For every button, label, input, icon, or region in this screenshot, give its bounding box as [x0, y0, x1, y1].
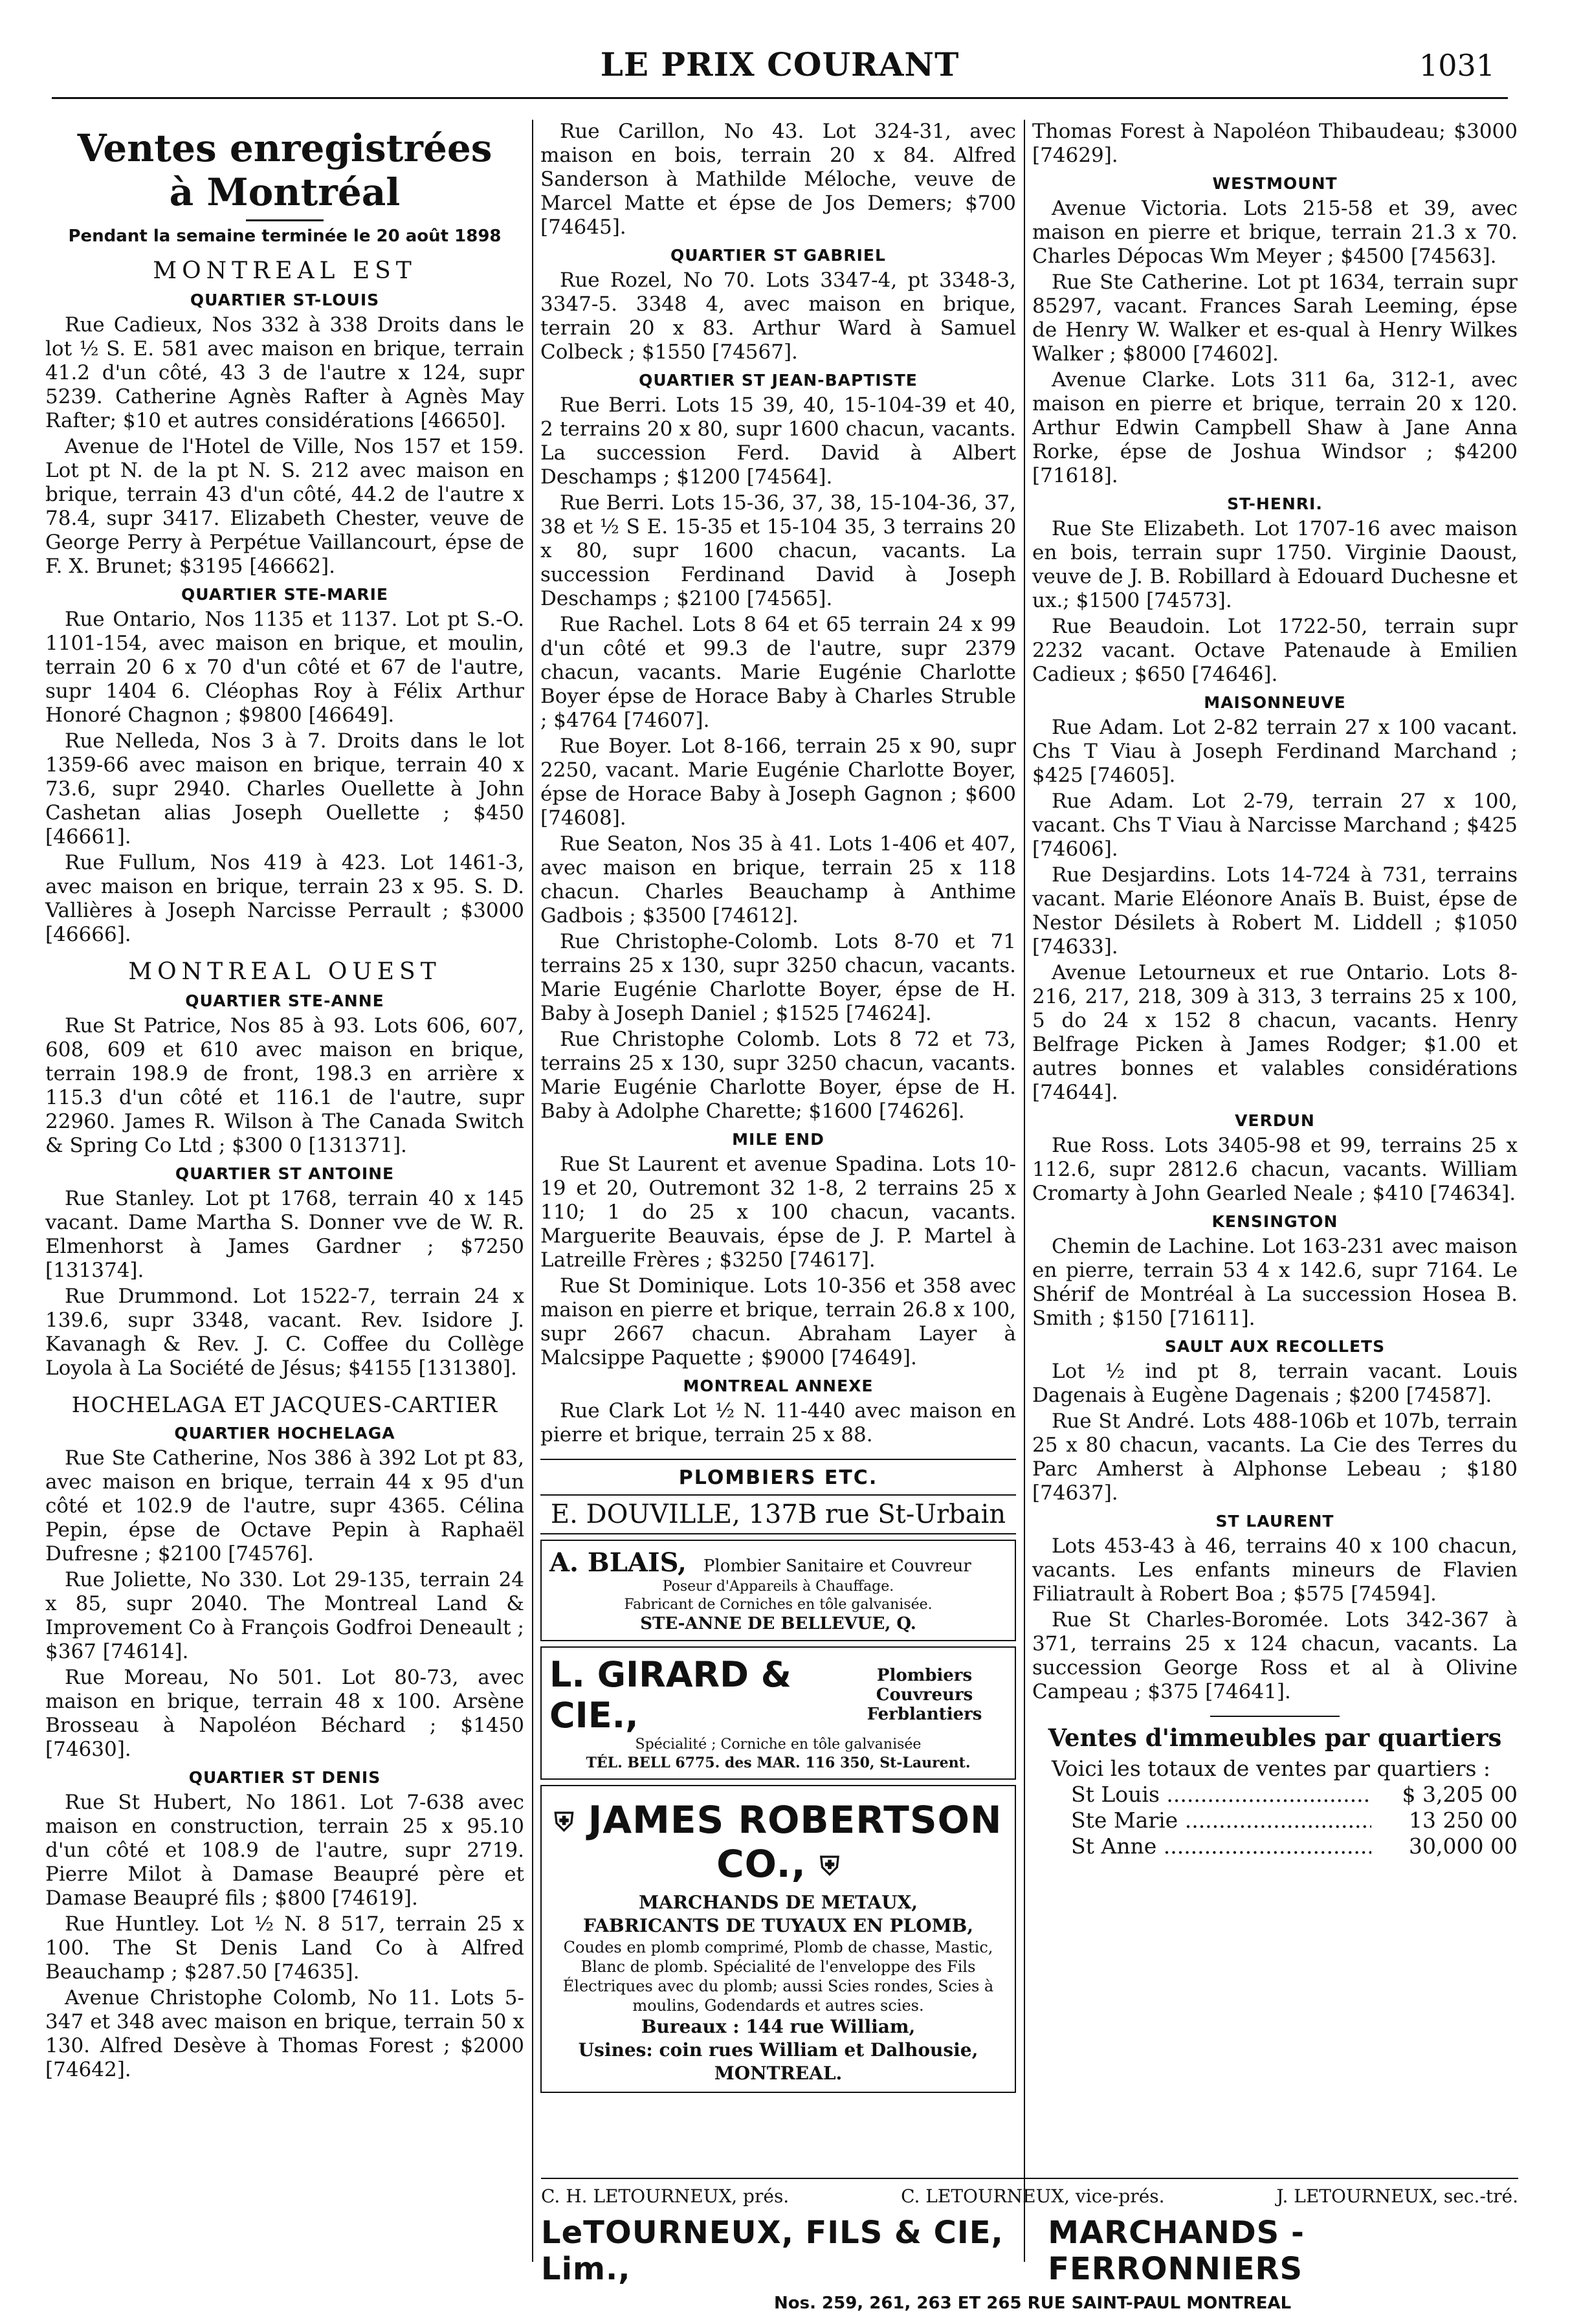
district-heading: MONTREAL EST: [153, 258, 417, 284]
sale-entry: Thomas Forest à Napoléon Thibaudeau; $3000 [74629].: [1032, 120, 1518, 167]
summary-label: St Anne .....: [1071, 1833, 1371, 1859]
sale-entry: Rue St Charles-Boromée. Lots 342-367 à 371, terrains 25 x 124 chacun, vacants. La succession George Ross et al à Olivine Campeau ; $375 [74641].: [1032, 1608, 1518, 1703]
quartier-heading: QUARTIER STE-MARIE: [181, 585, 388, 604]
sale-entry: Rue Rozel, No 70. Lots 3347-4, pt 3348-3, 3347-5. 3348 4, avec maison en brique, terrain 20 x 83. Arthur Ward à Samuel Colbeck ; $1550 [74567].: [540, 269, 1016, 364]
ad-girard-trade: Ferblantiers: [867, 1705, 982, 1724]
sale-entry: Rue Nelleda, Nos 3 à 7. Droits dans le lot 1359-66 avec maison en brique, terrain 40 x 73.6, supr 2940. Charles Ouellette à John Cashetan alias Joseph Ouellette ; $450 [46661].: [45, 729, 524, 848]
quartier-heading: QUARTIER ST-LOUIS: [190, 291, 380, 309]
firm-name: LeTOURNEUX, FILS & CIE, Lim.,: [541, 2215, 1004, 2287]
sale-entry: Rue Carillon, No 43. Lot 324-31, avec maison en bois, terrain 20 x 84. Alfred Sanderson à Mathilde Méloche, veuve de Marcel Matte et épse de Jos Demers; $700 [74645].: [540, 120, 1016, 239]
robertson-emblem-icon: ⛨: [819, 1851, 840, 1881]
page-number: 1031: [1419, 48, 1495, 83]
sale-entry: Rue Boyer. Lot 8-166, terrain 25 x 90, supr 2250, vacant. Marie Eugénie Charlotte Boyer, épse de Horace Baby à Joseph Gagnon ; $600 [74608].: [540, 735, 1016, 830]
officer: C. LETOURNEUX, vice-prés.: [901, 2186, 1165, 2207]
quartier-heading: ST LAURENT: [1215, 1512, 1334, 1531]
sale-entry: Rue St André. Lots 488-106b et 107b, terrain 25 x 80 chacun, vacants. La Cie des Terres du Parc Amherst à Alphonse Lebeau ; $180 [74637].: [1032, 1410, 1518, 1505]
sale-entry: Rue Fullum, Nos 419 à 423. Lot 1461-3, avec maison en brique, terrain 23 x 95. S. D. Vallières à Joseph Narcisse Perrault ; $3000 [46666].: [45, 851, 524, 946]
divider: [540, 1459, 1016, 1460]
summary-value: 30,000 00: [1409, 1833, 1518, 1859]
quartier-heading: WESTMOUNT: [1212, 174, 1338, 193]
ad-blais-line: Fabricant de Corniches en tôle galvanisée.: [624, 1597, 933, 1613]
ad-robertson: [540, 1785, 1016, 2093]
sale-entry: Rue Ontario, Nos 1135 et 1137. Lot pt S.-O. 1101-154, avec maison en brique, et moulin, terrain 20 6 x 70 d'un côté et 67 de l'autre, supr 1404 6. Cléophas Roy à Félix Arthur Honoré Chagnon ; $9800 [46649].: [45, 608, 524, 727]
sale-entry: Rue Adam. Lot 2-82 terrain 27 x 100 vacant. Chs T Viau à Joseph Ferdinand Marchand ; $425 [74605].: [1032, 716, 1518, 787]
ad-blais-trade: Plombier Sanitaire et Couvreur: [703, 1556, 971, 1576]
robertson-emblem-icon: ⛨: [554, 1807, 575, 1837]
sale-entry: Rue Ste Catherine. Lot pt 1634, terrain supr 85297, vacant. Frances Sarah Leeming, épse de Henry W. Walker et es-qual à Henry Wilkes Walker ; $8000 [74602].: [1032, 271, 1518, 366]
sale-entry: Rue Desjardins. Lots 14-724 à 731, terrains vacant. Marie Eléonore Anaïs B. Buist, épse de Nestor Désilets à Robert M. Liddell ; $1050 [74633].: [1032, 863, 1518, 958]
ad-robertson-name: JAMES ROBERTSON CO.,: [588, 1798, 1002, 1886]
ad-robertson-line: FABRICANTS DE TUYAUX EN PLOMB,: [582, 1915, 974, 1936]
quartier-heading: VERDUN: [1235, 1111, 1315, 1130]
sale-entry: Rue Ross. Lots 3405-98 et 99, terrains 25 x 112.6, supr 2812.6 chacun, vacants. William Cromarty à John Gearled Neale ; $410 [74634].: [1032, 1134, 1518, 1205]
firm-address: Nos. 259, 261, 263 ET 265 RUE SAINT-PAUL MONTREAL: [774, 2294, 1292, 2313]
sale-entry: Rue Drummond. Lot 1522-7, terrain 24 x 139.6, supr 3348, vacant. Rev. Isidore J. Kavanagh & Rev. J. C. Coffee du Collège Loyola à La Société de Jésus; $4155 [131380].: [45, 1285, 524, 1380]
title-divider: [246, 219, 324, 221]
sale-entry: Rue Christophe-Colomb. Lots 8-70 et 71 terrains 25 x 130, supr 3250 chacun, vacants. Marie Eugénie Charlotte Boyer, épse de H. Baby à Joseph Daniel ; $1525 [74624].: [540, 930, 1016, 1025]
sale-entry: Rue Christophe Colomb. Lots 8 72 et 73, terrains 25 x 130, supr 3250 chacun, vacants. Marie Eugénie Charlotte Boyer, épse de H. Baby à Adolphe Charette; $1600 [74626].: [540, 1028, 1016, 1123]
sale-entry: Rue Huntley. Lot ½ N. 8 517, terrain 25 x 100. The St Denis Land Co à Alfred Beauchamp ; $287.50 [74635].: [45, 1912, 524, 1984]
running-title: LE PRIX COURANT: [600, 45, 960, 83]
quartier-heading: QUARTIER ST GABRIEL: [670, 246, 886, 265]
sale-entry: Rue Moreau, No 501. Lot 80-73, avec maison en brique, terrain 48 x 100. Arsène Brosseau à Napoléon Béchard ; $1450 [74630].: [45, 1666, 524, 1761]
section-title: [45, 126, 524, 214]
sale-entry: Rue St Patrice, Nos 85 à 93. Lots 606, 607, 608, 609 et 610 avec maison en brique, terrain 198.9 de front, 198.3 en arrière x 115.3 d'un côté et 116.1 de l'autre, supr 22960. James R. Wilson à The Canada Switch & Spring Co Ltd ; $300 0 [131371].: [45, 1014, 524, 1157]
sale-entry: Rue St Dominique. Lots 10-356 et 358 avec maison en pierre et brique, terrain 26.8 x 100, supr 2667 chacun. Abraham Layer à Malcsippe Paquette ; $9000 [74649].: [540, 1274, 1016, 1369]
sale-entry: Rue St Laurent et avenue Spadina. Lots 10-19 et 20, Outremont 32 1-8, 2 terrains 25 x 110; 1 do 25 x 100 chacun, vacants. Marguerite Beauvais, épse de J. P. Martel à Latreille Frères ; $3250 [74617].: [540, 1153, 1016, 1272]
quartier-heading: ST-HENRI.: [1227, 494, 1323, 513]
sale-entry: Avenue Clarke. Lots 311 6a, 312-1, avec maison en pierre et brique, terrain 20 x 120. Arthur Edwin Campbell Shaw à Jane Anna Rorke, épse de Joshua Windsor ; $4200 [71618].: [1032, 368, 1518, 487]
sale-entry: Lot ½ ind pt 8, terrain vacant. Louis Dagenais à Eugène Dagenais ; $200 [74587].: [1032, 1360, 1518, 1407]
quartier-heading: MONTREAL ANNEXE: [683, 1377, 874, 1395]
summary-row: [1032, 1833, 1518, 1859]
column-rule: [532, 120, 533, 2262]
column-1: [45, 120, 524, 2084]
summary-label: St Louis .....: [1071, 1782, 1371, 1808]
sale-entry: Avenue de l'Hotel de Ville, Nos 157 et 159. Lot pt N. de la pt N. S. 212 avec maison en brique, terrain 43 d'un côté, 44.2 de l'autre x 78.4, supr 3417. Elizabeth Chester, veuve de George Perry à Perpétue Vaillancourt, épse de F. X. Brunet; $3195 [46662].: [45, 435, 524, 578]
summary-value: 13 250 00: [1409, 1808, 1518, 1833]
summary-title: Ventes d'immeubles par quartiers: [1048, 1723, 1502, 1752]
sale-entry: Avenue Letourneux et rue Ontario. Lots 8-216, 217, 218, 309 à 313, 3 terrains 25 x 100, 5 do 24 x 152 8 chacun, vacants. Henry Belfrage Picken à James Rodger; $1.00 et autres bonnes et valables considérations [74644].: [1032, 961, 1518, 1104]
summary-intro: Voici les totaux de ventes par quartiers :: [1052, 1756, 1491, 1781]
ad-blais-address: STE-ANNE DE BELLEVUE, Q.: [640, 1614, 916, 1633]
ad-girard-name: L. GIRARD & CIE.,: [549, 1654, 791, 1736]
sale-entry: Rue Stanley. Lot pt 1768, terrain 40 x 145 vacant. Dame Martha S. Donner vve de W. R. Elmenhorst à James Gardner ; $7250 [131374].: [45, 1187, 524, 1282]
sale-entry: Lots 453-43 à 46, terrains 40 x 100 chacun, vacants. Les enfants mineurs de Flavien Filiatrault à Robert Boa ; $575 [74594].: [1032, 1534, 1518, 1606]
ad-blais-name: A. BLAIS,: [549, 1547, 687, 1578]
sale-entry: Chemin de Lachine. Lot 163-231 avec maison en pierre, terrain 53 4 x 142.6, supr 7164. Le Shérif de Montréal à La succession Hosea B. Smith ; $150 [71611].: [1032, 1235, 1518, 1330]
district-heading: HOCHELAGA ET JACQUES-CARTIER: [71, 1392, 498, 1417]
summary-row: [1032, 1808, 1518, 1833]
section-subtitle: Pendant la semaine terminée le 20 août 1898: [68, 227, 502, 246]
sale-entry: Rue Berri. Lots 15 39, 40, 15-104-39 et 40, 2 terrains 20 x 80, supr 1600 chacun, vacants. La succession Ferd. David à Albert Deschamps ; $1200 [74564].: [540, 393, 1016, 489]
quartier-heading: QUARTIER ST ANTOINE: [175, 1164, 395, 1183]
summary-label: Ste Marie .....: [1071, 1808, 1371, 1833]
quartier-heading: QUARTIER ST JEAN-BAPTISTE: [639, 371, 918, 390]
sale-entry: Rue Ste Elizabeth. Lot 1707-16 avec maison en bois, terrain supr 1750. Virginie Daoust, veuve de J. B. Robillard à Edouard Duchesne et ux.; $1500 [74573].: [1032, 517, 1518, 612]
quartier-heading: QUARTIER HOCHELAGA: [174, 1424, 395, 1443]
page-header: [52, 39, 1508, 99]
section-title-line-1: Ventes enregistrées: [77, 126, 492, 170]
sale-entry: Rue Berri. Lots 15-36, 37, 38, 15-104-36, 37, 38 et ½ S E. 15-35 et 15-104 35, 3 terrains 20 x 80, supr 1600 chacun, vacants. La succession Ferdinand David à Joseph Deschamps ; $2100 [74565].: [540, 491, 1016, 610]
section-title-line-2: à Montréal: [169, 170, 401, 214]
ad-girard-line: Spécialité ; Corniche en tôle galvanisée: [635, 1736, 922, 1753]
ad-robertson-usines: Usines: coin rues William et Dalhousie, MONTREAL.: [578, 2039, 978, 2084]
footer-advertisement: [541, 2178, 1518, 2313]
quartier-heading: MILE END: [732, 1130, 824, 1149]
ad-robertson-bureau: Bureaux : 144 rue William,: [641, 2016, 916, 2037]
ad-robertson-body: Coudes en plomb comprimé, Plomb de chasse, Mastic, Blanc de plomb. Spécialité de l'enveloppe des Fils Électriques avec du plomb; aussi Scies rondes, Scies à moulins, Godendards et autres scies.: [562, 1938, 994, 2015]
sale-entry: Rue Adam. Lot 2-79, terrain 27 x 100, vacant. Chs T Viau à Narcisse Marchand ; $425 [74606].: [1032, 790, 1518, 861]
footer-firm: [541, 2215, 1518, 2287]
sale-entry: Rue Rachel. Lots 8 64 et 65 terrain 24 x 99 d'un côté et 99.3 de l'autre, supr 2379 chacun, vacants. Marie Eugénie Charlotte Boyer épse de Horace Baby à Charles Struble ; $4764 [74607].: [540, 613, 1016, 732]
ad-blais-line: Poseur d'Appareils à Chauffage.: [662, 1578, 894, 1595]
ad-blais: [540, 1540, 1016, 1641]
firm-trade: MARCHANDS - FERRONNIERS: [1048, 2215, 1305, 2287]
ad-robertson-line: MARCHANDS DE METAUX,: [639, 1892, 918, 1913]
ad-girard-contact: TÉL. BELL 6775. des MAR. 116 350, St-Laurent.: [586, 1754, 971, 1771]
quartier-heading: QUARTIER STE-ANNE: [185, 991, 384, 1010]
summary-row: [1032, 1782, 1518, 1808]
sale-entry: Rue Joliette, No 330. Lot 29-135, terrain 24 x 85, supr 2040. The Montreal Land & Improvement Co à François Godfroi Deneault ; $367 [74614].: [45, 1568, 524, 1663]
column-2: [540, 120, 1016, 2098]
sale-entry: Rue Beaudoin. Lot 1722-50, terrain supr 2232 vacant. Octave Patenaude à Emilien Cadieux ; $650 [74646].: [1032, 615, 1518, 686]
footer-officers: [541, 2178, 1518, 2207]
sale-entry: Rue Cadieux, Nos 332 à 338 Droits dans le lot ½ S. E. 581 avec maison en brique, terrain 41.2 d'un côté, 43 3 de l'autre x 124, supr 5239. Catherine Agnès Rafter à Agnès May Rafter; $10 et autres considérations [46650].: [45, 313, 524, 432]
officer: J. LETOURNEUX, sec.-tré.: [1276, 2186, 1518, 2207]
sale-entry: Rue Clark Lot ½ N. 11-440 avec maison en pierre et brique, terrain 25 x 88.: [540, 1399, 1016, 1446]
quartier-heading: MAISONNEUVE: [1204, 693, 1346, 712]
divider: [1210, 1716, 1340, 1717]
quartier-heading: KENSINGTON: [1211, 1212, 1338, 1231]
ad-girard-trade: Plombiers Couvreurs: [876, 1666, 973, 1705]
sale-entry: Rue St Hubert, No 1861. Lot 7-638 avec maison en construction, terrain 25 x 95.10 d'un côté et 108.9 de l'autre, supr 2719. Pierre Milot à Damase Beaupré père et Damase Beaupré fils ; $800 [74619].: [45, 1791, 524, 1910]
summary-value: $ 3,205 00: [1402, 1782, 1518, 1807]
sale-entry: Rue Seaton, Nos 35 à 41. Lots 1-406 et 407, avec maison en brique, terrain 25 x 118 chacun. Charles Beauchamp à Anthime Gadbois ; $3500 [74612].: [540, 832, 1016, 927]
officer: C. H. LETOURNEUX, prés.: [541, 2186, 790, 2207]
quartier-heading: QUARTIER ST DENIS: [188, 1768, 381, 1787]
sale-entry: Avenue Victoria. Lots 215-58 et 39, avec maison en pierre et brique, terrain 21.3 x 70. Charles Dépocas Wm Meyer ; $4500 [74563].: [1032, 197, 1518, 268]
sale-entry: Avenue Christophe Colomb, No 11. Lots 5-347 et 348 avec maison en brique, terrain 50 x 130. Alfred Desève à Thomas Forest ; $2000 [74642].: [45, 1986, 524, 2081]
district-heading: MONTREAL OUEST: [128, 958, 441, 985]
ad-douville: E. DOUVILLE, 137B rue St-Urbain: [540, 1494, 1016, 1534]
ads-section-heading: PLOMBIERS ETC.: [678, 1466, 878, 1489]
sale-entry: Rue Ste Catherine, Nos 386 à 392 Lot pt 83, avec maison en brique, terrain 44 x 95 d'un côté et 102.9 de l'autre, supr 4365. Célina Pepin, épse de Octave Pepin à Raphaël Dufresne ; $2100 [74576].: [45, 1446, 524, 1566]
quartier-heading: SAULT AUX RECOLLETS: [1164, 1337, 1386, 1356]
column-rule: [1024, 120, 1025, 2262]
column-3: [1032, 120, 1518, 1859]
ad-girard: [540, 1646, 1016, 1780]
